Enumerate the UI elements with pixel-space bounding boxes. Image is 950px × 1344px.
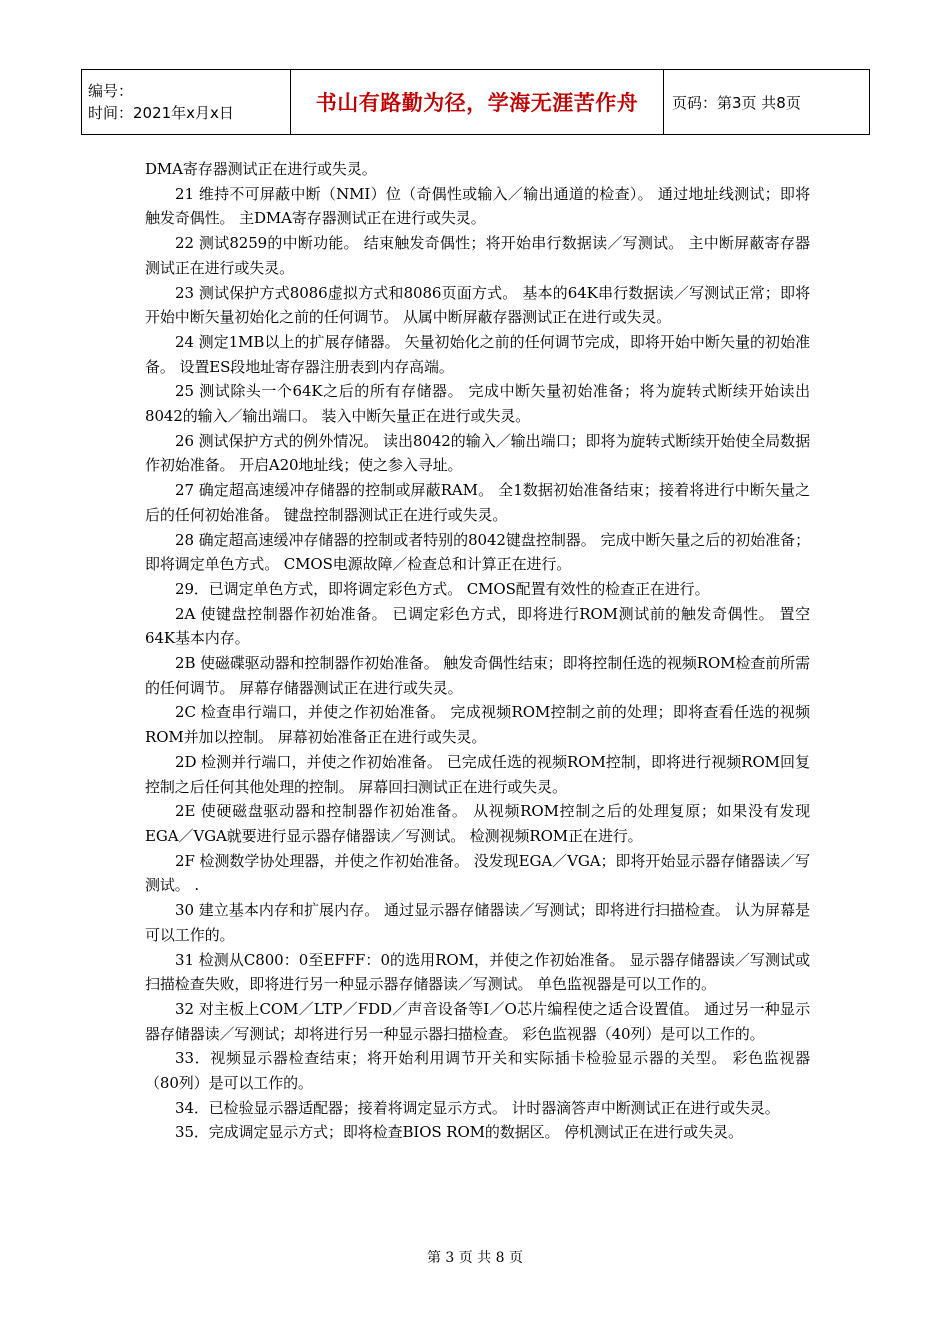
- header-meta-cell: [82, 70, 291, 135]
- document-body: [145, 157, 810, 1145]
- document-number-label: 编号：: [88, 82, 134, 100]
- document-date: 时间：2021年x月x日: [88, 104, 234, 122]
- paragraph: 2C 检查串行端口，并使之作初始准备。 完成视频ROM控制之前的处理；即将查看任选的视频ROM并加以控制。 屏幕初始准备正在进行或失灵。: [145, 703, 810, 747]
- paragraph: 27 确定超高速缓冲存储器的控制或屏蔽RAM。 全1数据初始准备结束；接着将进行中断矢量之后的任何初始准备。 键盘控制器测试正在进行或失灵。: [145, 481, 810, 524]
- paragraph: 22 测试8259的中断功能。 结束触发奇偶性；将开始串行数据读／写测试。 主中断屏蔽寄存器测试正在进行或失灵。: [145, 234, 810, 277]
- paragraph: 2E 使硬磁盘驱动器和控制器作初始准备。 从视频ROM控制之后的处理复原；如果没有发现EGA／VGA就要进行显示器存储器读／写测试。 检测视频ROM正在进行。: [145, 802, 810, 845]
- document-header: [81, 69, 870, 135]
- paragraph: 28 确定超高速缓冲存储器的控制或者特别的8042键盘控制器。 完成中断矢量之后的初始准备；即将调定单色方式。 CMOS电源故障／检查总和计算正在进行。: [145, 530, 810, 574]
- paragraph: 21 维持不可屏蔽中断（NMI）位（奇偶性或输入／输出通道的检查）。 通过地址线测试；即将触发奇偶性。 主DMA寄存器测试正在进行或失灵。: [145, 184, 810, 228]
- page-footer: 第 3 页 共 8 页: [426, 1250, 524, 1266]
- paragraph: 2F 检测数学协处理器，并使之作初始准备。 没发现EGA／VGA；即将开始显示器存储器读／写测试。 .: [145, 851, 810, 895]
- paragraph: 29．已调定单色方式，即将调定彩色方式。 CMOS配置有效性的检查正在进行。: [175, 579, 710, 598]
- paragraph: 24 测定1MB以上的扩展存储器。 矢量初始化之前的任何调节完成，即将开始中断矢量的初始准备。 设置ES段地址寄存器注册表到内存高端。: [145, 332, 810, 376]
- paragraph: DMA寄存器测试正在进行或失灵。: [145, 160, 377, 178]
- paragraph: 30 建立基本内存和扩展内存。 通过显示器存储器读／写测试；即将进行扫描检查。 认为屏幕是可以工作的。: [145, 901, 810, 944]
- paragraph: 34．已检验显示器适配器；接着将调定显示方式。 计时器滴答声中断测试正在进行或失灵。: [175, 1098, 780, 1117]
- paragraph: 2D 检测并行端口，并使之作初始准备。 已完成任选的视频ROM控制，即将进行视频ROM回复控制之后任何其他处理的控制。 屏幕回扫测试正在进行或失灵。: [145, 752, 810, 796]
- header-motto: 书山有路勤为径，学海无涯苦作舟: [291, 70, 664, 135]
- paragraph: 2A 使键盘控制器作初始准备。 已调定彩色方式，即将进行ROM测试前的触发奇偶性。 置空64K基本内存。: [145, 604, 810, 648]
- paragraph: 25 测试除头一个64K之后的所有存储器。 完成中断矢量初始准备；将为旋转式断续开始读出8042的输入／输出端口。 装入中断矢量正在进行或失灵。: [145, 382, 810, 426]
- paragraph: 35．完成调定显示方式；即将检查BIOS ROM的数据区。 停机测试正在进行或失灵。: [175, 1123, 743, 1142]
- paragraph: 32 对主板上COM／LTP／FDD／声音设备等I／O芯片编程使之适合设置值。 通过另一种显示器存储器读／写测试；却将进行另一种显示器扫描检查。 彩色监视器（40列）是可以工作的。: [145, 999, 810, 1043]
- header-page-info: 页码：第3页 共8页: [664, 70, 870, 135]
- paragraph: 23 测试保护方式8086虚拟方式和8086页面方式。 基本的64K串行数据读／写测试正常；即将开始中断矢量初始化之前的任何调节。 从属中断屏蔽存器测试正在进行或失灵。: [145, 283, 810, 327]
- paragraph: 2B 使磁碟驱动器和控制器作初始准备。 触发奇偶性结束；即将控制任选的视频ROM检查前所需的任何调节。 屏幕存储器测试正在进行或失灵。: [145, 654, 810, 697]
- paragraph: 31 检测从C800：0至EFFF：0的选用ROM，并使之作初始准备。 显示器存储器读／写测试或扫描检查失败，即将进行另一种显示器存储器读／写测试。 单色监视器是可以工作的。: [145, 950, 810, 994]
- paragraph: 33．视频显示器检查结束；将开始利用调节开关和实际插卡检验显示器的关型。 彩色监视器（80列）是可以工作的。: [145, 1049, 810, 1093]
- paragraph: 26 测试保护方式的例外情况。 读出8042的输入／输出端口；即将为旋转式断续开始使全局数据作初始准备。 开启A20地址线；使之参入寻址。: [145, 431, 810, 475]
